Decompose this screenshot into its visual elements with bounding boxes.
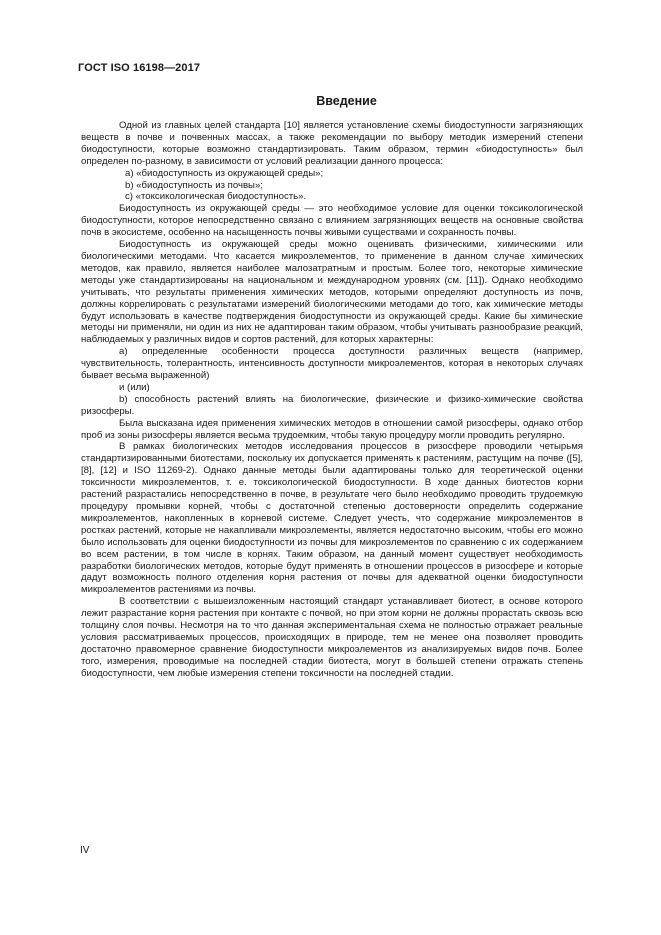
section-title-text: Введение [316, 94, 377, 108]
paragraph: Биодоступность из окружающей среды — это необходимое условие для оценки токсикологической биодоступности, которое непосредственно связано с влиянием загрязняющих веществ на основные свойства почв в экосистеме, особенно на насыщенность почвы живыми существами и сохранность почвы. [81, 203, 583, 239]
paragraph: b) способность растений влиять на биологические, физические и физико-химические свойства ризосферы. [81, 393, 583, 417]
paragraph: В соответствии с вышеизложенным настоящий стандарт устанавливает биотест, в основе которого лежит разрастание корня растения при контакте с почвой, но при этом корни не должны прорастать сквозь всю толщину слоя почвы. Несмотря на то что данная экспериментальная схема не полностью отражает реальные условия рассматриваемых процессов, происходящих в природе, тем не менее она позволяет проводить достаточно правомерное сравнение биодоступности микроэлементов из анализируемых видов почв. Более того, измерения, проводимые на последней стадии биотеста, могут в большей степени отражать степень биодоступности, чем любые измерения степени токсичности на последней стадии. [81, 596, 583, 679]
paragraph: Биодоступность из окружающей среды можно оценивать физическими, химическими или биологическими методами. Что касается микроэлементов, то применение в данном случае химических методов, как правило, является наиболее малозатратным и простым. Более того, некоторые химические методы уже стандартизированы на национальном и международном уровнях (см. [11]). Однако необходимо учитывать, что результаты применения химических методов, которыми определяют доступность из почв, должны коррелировать с результатами измерений биологическими методами до того, как химические методы будут использовать в качестве подтверждения биодоступности из окружающей среды. Какие бы химические методы ни применяли, ни один из них не адаптирован таким образом, чтобы учитывать разнообразие реакций, наблюдаемых у различных видов и сортов растений, для которых характерны: [81, 239, 583, 346]
paragraph: В рамках биологических методов исследования процессов в ризосфере проводили четырьмя стандартизированными биотестами, поскольку их допускается применять к растениям, растущим на почве ([5], [8], [12] и ISO 11269-2). Однако данные методы были адаптированы только для теоретической оценки токсичности микроэлементов, т. е. токсикологической биодоступности. В ходе данных биотестов корни растений разрастались непосредственно в почве, в результате чего было необходимо проводить трудоемкую процедуру промывки корней, чтобы с достаточной степенью достоверности определить содержание микроэлементов, накопленных в корневой системе. Следует учесть, что содержание микроэлементов в ростках растений, которые не накапливали микроэлементы, является недостаточно высоким, чтобы его можно было использовать для оценки биодоступности из почвы для микроэлементов по сравнению с их содержанием во всем растении, в том числе в корнях. Таким образом, на данный момент существует необходимость разработки биологических методов, которые будут применять в отношении процессов в ризосфере и которые дадут возможность полного отделения корня растения от почвы для адекватной оценки биодоступности микроэлементов растениями из почвы. [81, 441, 583, 596]
paragraph: Была высказана идея применения химических методов в отношении самой ризосферы, однако отбор проб из зоны ризосферы является весьма трудоемким, чтобы такую процедуру могли проводить регулярно. [81, 417, 583, 441]
document-body [81, 120, 583, 680]
section-title [0, 94, 661, 108]
document-header: ГОСТ ISO 16198—2017 [78, 62, 201, 74]
list-item: c) «токсикологическая биодоступность». [125, 191, 307, 203]
paragraph: Одной из главных целей стандарта [10] является установление схемы биодоступности загрязняющих веществ в почве и почвенных массах, а также рекомендации по выбору методик измерений степени биодоступности, которые возможно стандартизировать. Таким образом, термин «биодоступность» был определен по-разному, в зависимости от условий реализации данного процесса: [81, 120, 583, 167]
list-item: а) «биодоступность из окружающей среды»; [125, 167, 324, 179]
list-item: b) «биодоступность из почвы»; [125, 179, 263, 191]
paragraph: а) определенные особенности процесса доступности различных веществ (например, чувствительность, толерантность, интенсивность доступности микроэлементов, которая в некоторых случаях бывает весьма выраженной) [81, 346, 583, 382]
paragraph: и (или) [119, 381, 150, 393]
page-number: IV [80, 845, 90, 856]
